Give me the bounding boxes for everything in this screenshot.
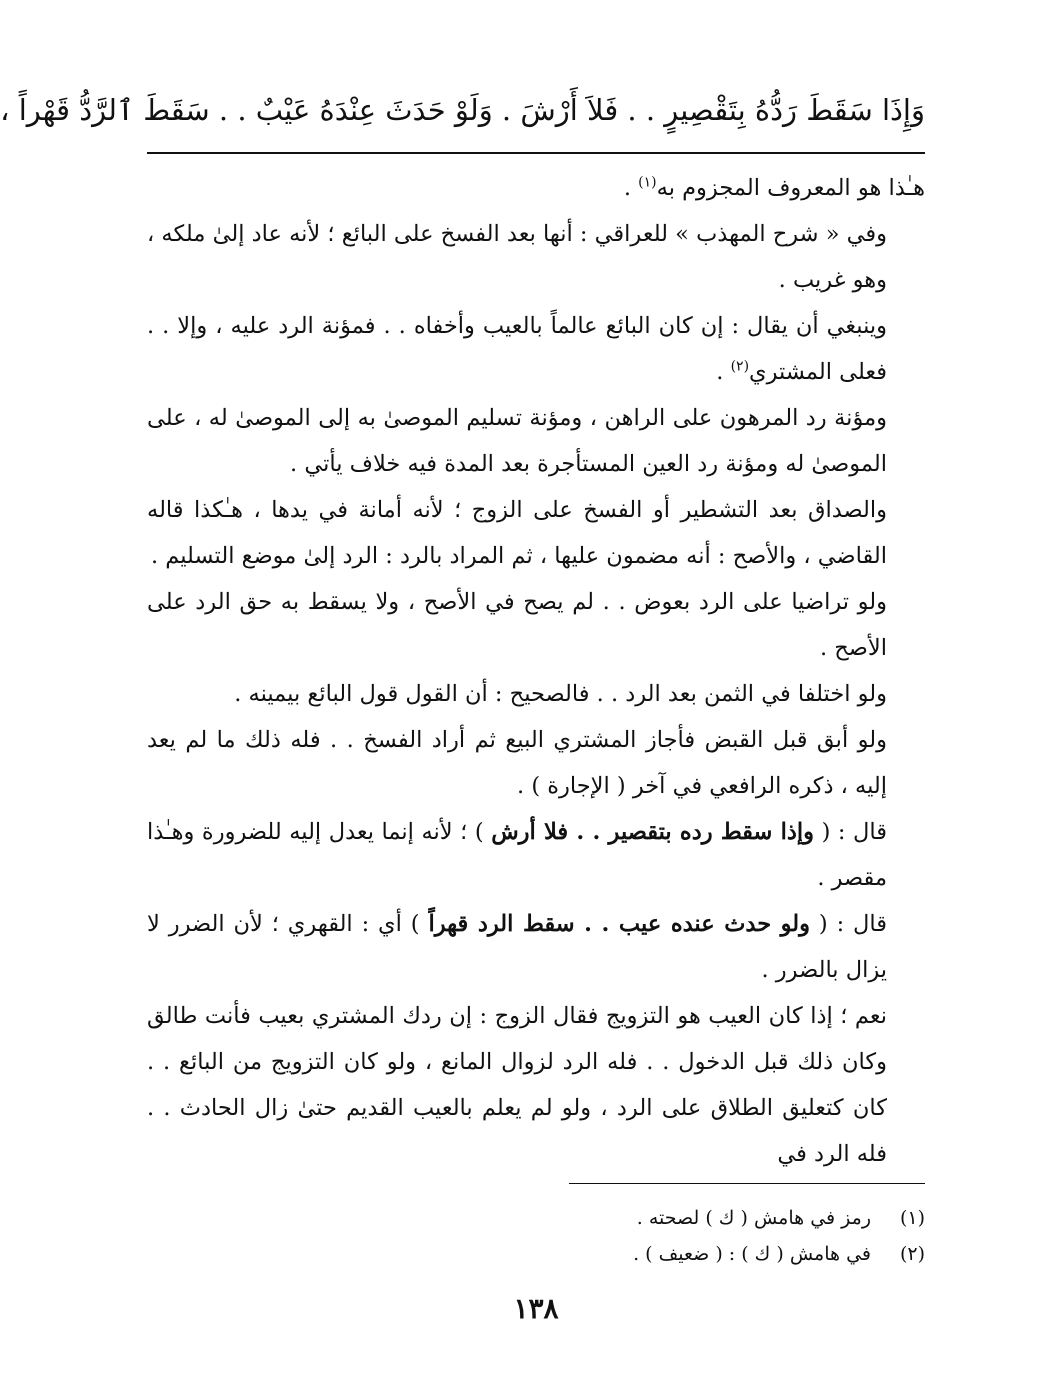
footnotes — [147, 1200, 925, 1272]
paragraph-11: نعم ؛ إذا كان العيب هو التزويج فقال الزوج : إن ردك المشتري بعيب فأنت طالق وكان ذلك قبل الدخول . . فله الرد لزوال المانع ، ولو كان التزويج من البائع . . كان كتعليق الطلاق على الرد ، ولو لم يعلم بالعيب القديم حتىٰ زال الحادث . . فله الرد في — [147, 1003, 887, 1167]
footnote-number: (١) — [899, 1207, 925, 1229]
footnote-divider — [569, 1183, 925, 1184]
header-divider — [147, 152, 925, 154]
page-number: ١٣٨ — [513, 1292, 559, 1325]
paragraph-3: وينبغي أن يقال : إن كان البائع عالماً بالعيب وأخفاه . . فمؤنة الرد عليه ، وإلا . . فعلى المشتري$^{(٢)}$ . — [147, 313, 887, 385]
footnote-1 — [147, 1200, 925, 1236]
paragraph-10: قال : ( ولو حدث عنده عيب . . سقط الرد قهراً ) أي : القهري ؛ لأن الضرر لا يزال بالضرر . — [147, 911, 888, 983]
quoted-matn: وإذا سقط رده بتقصير . . فلا أرش — [491, 819, 815, 845]
paragraph-1: هـٰذا هو المعروف المجزوم به$^{(١)}$ . — [623, 174, 925, 201]
quoted-matn: ولو حدث عنده عيب . . سقط الرد قهراً — [428, 911, 811, 937]
footnote-number: (٢) — [899, 1243, 925, 1265]
paragraph-9: قال : ( وإذا سقط رده بتقصير . . فلا أرش ) ؛ لأنه إنما يعدل إليه للضرورة وهـٰذا مقصر . — [147, 819, 887, 891]
commentary-body — [147, 165, 925, 1177]
footnote-text: في هامش ( ك ) : ( ضعيف ) . — [633, 1243, 871, 1265]
footnote-2 — [147, 1236, 925, 1272]
matn-line: وَإِذَا سَقَطَ رَدُّهُ بِتَقْصِيرٍ . . فَلاَ أَرْشَ . وَلَوْ حَدَثَ عِنْدَهُ عَيْبٌ . . سَقَطَ ٱلرَّدُّ قَهْراً ، — [0, 93, 925, 127]
paragraph-5: والصداق بعد التشطير أو الفسخ على الزوج ؛ لأنه أمانة في يدها ، هـٰكذا قاله القاضي ، والأصح : أنه مضمون عليها ، ثم المراد بالرد : الرد إلىٰ موضع التسليم . — [147, 497, 887, 569]
footnote-ref-2: (٢) — [730, 358, 750, 375]
paragraph-4: ومؤنة رد المرهون على الراهن ، ومؤنة تسليم الموصىٰ به إلى الموصىٰ له ، على الموصىٰ له ومؤنة رد العين المستأجرة بعد المدة فيه خلاف يأتي . — [147, 405, 887, 477]
paragraph-2: وفي « شرح المهذب » للعراقي : أنها بعد الفسخ على البائع ؛ لأنه عاد إلىٰ ملكه ، وهو غريب . — [147, 221, 887, 293]
paragraph-8: ولو أبق قبل القبض فأجاز المشتري البيع ثم أراد الفسخ . . فله ذلك ما لم يعد إليه ، ذكره الرافعي في آخر ( الإجارة ) . — [147, 727, 887, 799]
paragraph-7: ولو اختلفا في الثمن بعد الرد . . فالصحيح : أن القول قول البائع بيمينه . — [234, 681, 887, 707]
footnote-text: رمز في هامش ( ك ) لصحته . — [636, 1207, 871, 1229]
paragraph-6: ولو تراضيا على الرد بعوض . . لم يصح في الأصح ، ولا يسقط به حق الرد على الأصح . — [147, 589, 887, 661]
footnote-ref-1: (١) — [638, 174, 657, 191]
